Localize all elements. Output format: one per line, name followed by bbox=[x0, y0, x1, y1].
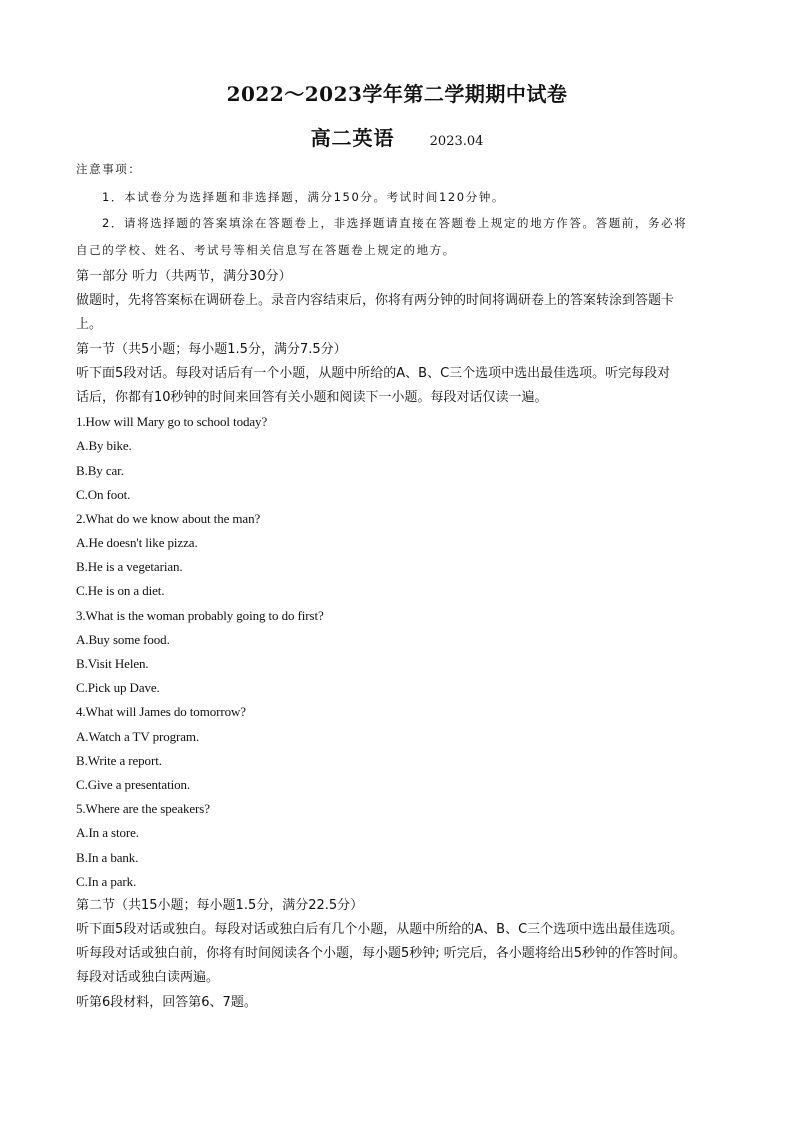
question-5-option-a: A.In a store. bbox=[76, 825, 139, 841]
question-3-option-b: B.Visit Helen. bbox=[76, 656, 149, 671]
section2-instruction-line-1: 听下面5段对话或独白。每段对话或独白后有几个小题，从题中所给的A、B、C三个选项中选出最佳选项。 bbox=[76, 922, 684, 938]
question-2-option-b: B.He is a vegetarian. bbox=[76, 559, 183, 575]
part1-heading: 第一部分 听力（共两节，满分30分） bbox=[76, 269, 292, 284]
question-4-option-c: C.Give a presentation. bbox=[76, 776, 191, 792]
section1-instruction-line-1: 听下面5段对话。每段对话后有一个小题，从题中所给的A、B、C三个选项中选出最佳选项。听完每段对 bbox=[76, 365, 671, 381]
question-1-option-c: C.On foot. bbox=[76, 486, 131, 502]
question-2: 2.What do we know about the man? bbox=[76, 510, 261, 526]
question-1: 1.How will Mary go to school today? bbox=[76, 414, 268, 430]
question-3-option-c: C.Pick up Dave. bbox=[76, 680, 160, 696]
part1-instruction-line-2: 上。 bbox=[76, 317, 103, 333]
question-5-option-b: B.In a bank. bbox=[76, 849, 139, 865]
part1-instruction-line-1: 做题时，先将答案标在调研卷上。录音内容结束后，你将有两分钟的时间将调研卷上的答案转涂到答题卡 bbox=[76, 293, 675, 309]
notice-item-2-line-1: 2．请将选择题的答案填涂在答题卷上，非选择题请直接在答题卷上规定的地方作答。答题前，务必将 bbox=[102, 216, 688, 230]
question-1-option-a: A.By bike. bbox=[76, 438, 132, 454]
section1-instruction-line-2: 话后，你都有10秒钟的时间来回答有关小题和阅读下一小题。每段对话仅读一遍。 bbox=[76, 389, 548, 405]
exam-date: 2023.04 bbox=[429, 134, 484, 149]
exam-body bbox=[76, 265, 736, 1015]
question-3: 3.What is the woman probably going to do first? bbox=[76, 607, 324, 623]
notice-item-1: 1．本试卷分为选择题和非选择题，满分150分。考试时间120分钟。 bbox=[102, 190, 506, 204]
material-6-heading: 听第6段材料，回答第6、7题。 bbox=[76, 994, 257, 1010]
question-2-option-a: A.He doesn't like pizza. bbox=[76, 535, 198, 551]
exam-title: 2022～2023学年第二学期期中试卷 bbox=[226, 82, 568, 106]
question-2-option-c: C.He is on a diet. bbox=[76, 583, 165, 599]
question-4-option-b: B.Write a report. bbox=[76, 752, 162, 768]
question-3-option-a: A.Buy some food. bbox=[76, 631, 170, 647]
section2-instruction-line-2: 听每段对话或独白前，你将有时间阅读各个小题，每小题5秒钟; 听完后，各小题将给出5秒钟的作答时间。 bbox=[76, 946, 687, 962]
subject-row bbox=[0, 122, 794, 151]
question-5: 5.Where are the speakers? bbox=[76, 801, 210, 817]
question-5-option-c: C.In a park. bbox=[76, 873, 137, 889]
question-4: 4.What will James do tomorrow? bbox=[76, 704, 246, 720]
section2-heading: 第二节（共15小题；每小题1.5分，满分22.5分） bbox=[76, 897, 364, 913]
notice-item-2-line-2: 自己的学校、姓名、考试号等相关信息写在答题卷上规定的地方。 bbox=[76, 243, 456, 257]
section2-instruction-line-3: 每段对话或独白读两遍。 bbox=[76, 970, 220, 986]
subject-name: 高二英语 bbox=[310, 126, 395, 150]
notice-heading: 注意事项： bbox=[76, 162, 142, 176]
question-4-option-a: A.Watch a TV program. bbox=[76, 728, 200, 744]
question-1-option-b: B.By car. bbox=[76, 462, 124, 478]
section1-heading: 第一节（共5小题；每小题1.5分，满分7.5分） bbox=[76, 341, 347, 357]
